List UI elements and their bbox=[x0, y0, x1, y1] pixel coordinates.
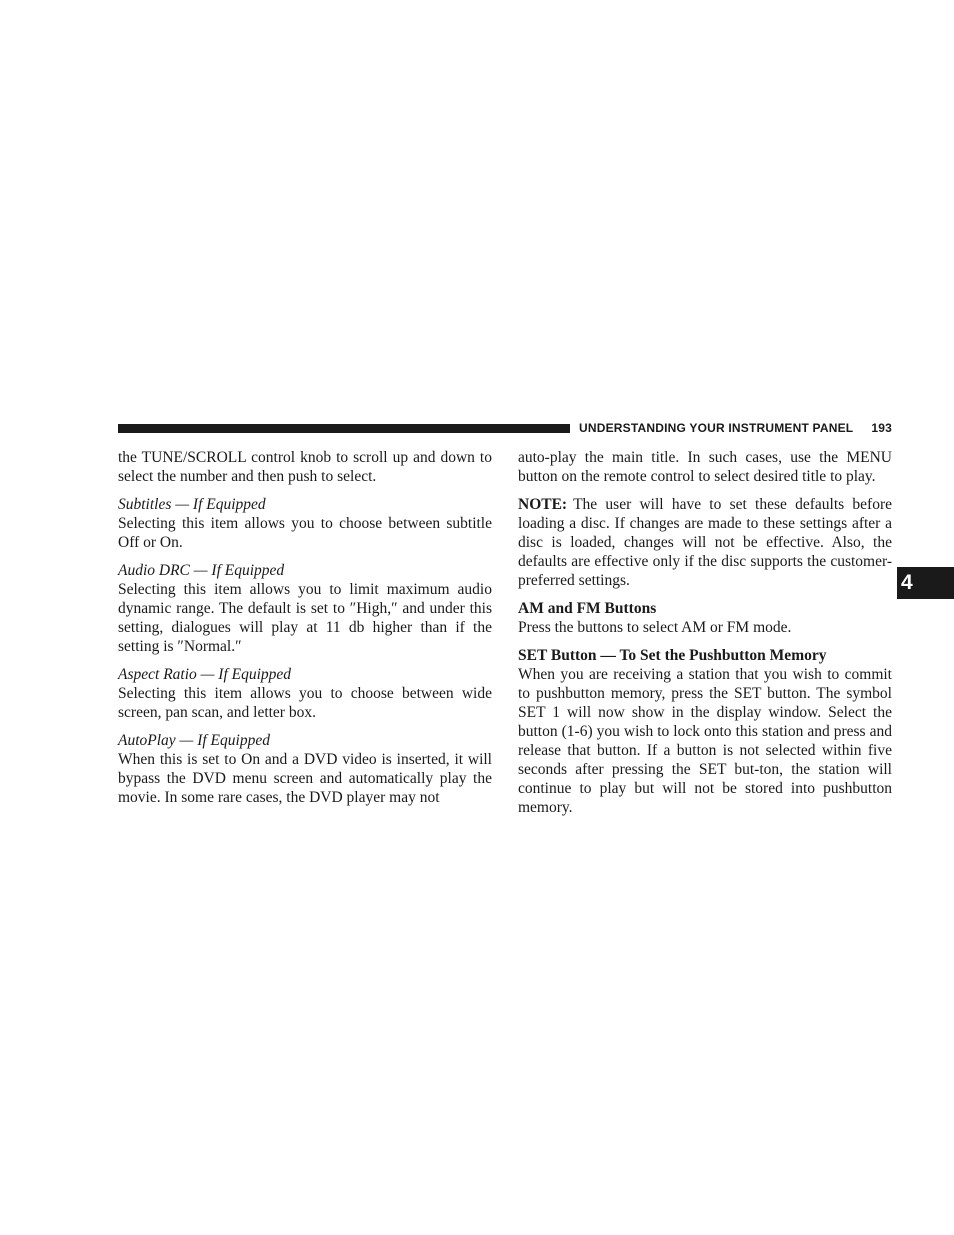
subtitles-heading: Subtitles — If Equipped bbox=[118, 496, 266, 513]
left-column bbox=[118, 448, 492, 807]
autoplay-paragraph: When this is set to On and a DVD video is inserted, it will bypass the DVD menu screen and automatically play the movie. In some rare cases, the DVD player may not bbox=[118, 751, 492, 806]
intro-paragraph: the TUNE/SCROLL control knob to scroll up and down to select the number and then push to select. bbox=[118, 449, 492, 485]
running-header bbox=[579, 420, 892, 436]
audio-drc-paragraph: Selecting this item allows you to limit maximum audio dynamic range. The default is set to ″High,″ and under this setting, dialogues will play at 11 db higher than if the setting is ″Normal.″ bbox=[118, 581, 492, 655]
am-fm-paragraph: Press the buttons to select AM or FM mode. bbox=[518, 619, 792, 636]
chapter-tab: 4 bbox=[897, 567, 954, 599]
aspect-ratio-heading: Aspect Ratio — If Equipped bbox=[118, 666, 292, 683]
section-title: UNDERSTANDING YOUR INSTRUMENT PANEL bbox=[579, 421, 854, 435]
audio-drc-heading: Audio DRC — If Equipped bbox=[118, 562, 285, 579]
subtitles-paragraph: Selecting this item allows you to choose between subtitle Off or On. bbox=[118, 515, 492, 551]
am-fm-heading: AM and FM Buttons bbox=[518, 600, 657, 617]
page-number: 193 bbox=[871, 421, 892, 435]
note-text: The user will have to set these defaults before loading a disc. If changes are made to these settings after a disc is loaded, changes will not be effective. Also, the defaults are effective only if the disc supports the customer-preferred settings. bbox=[518, 496, 892, 589]
set-button-paragraph: When you are receiving a station that you wish to commit to pushbutton memory, press the SET button. The symbol SET 1 will now show in the display window. Select the button (1-6) you wish to lock onto this station and press and release that button. If a button is not selected within five seconds after pressing the SET but-ton, the station will continue to play but will not be stored into pushbutton memory. bbox=[518, 666, 892, 816]
header-rule bbox=[118, 424, 570, 433]
note-paragraph bbox=[518, 495, 892, 590]
continuation-paragraph: auto-play the main title. In such cases, use the MENU button on the remote control to select desired title to play. bbox=[518, 449, 892, 485]
aspect-ratio-paragraph: Selecting this item allows you to choose between wide screen, pan scan, and letter box. bbox=[118, 685, 492, 721]
note-label: NOTE: bbox=[518, 496, 568, 513]
set-button-heading: SET Button — To Set the Pushbutton Memory bbox=[518, 647, 827, 664]
autoplay-heading: AutoPlay — If Equipped bbox=[118, 732, 270, 749]
right-column bbox=[518, 448, 892, 817]
